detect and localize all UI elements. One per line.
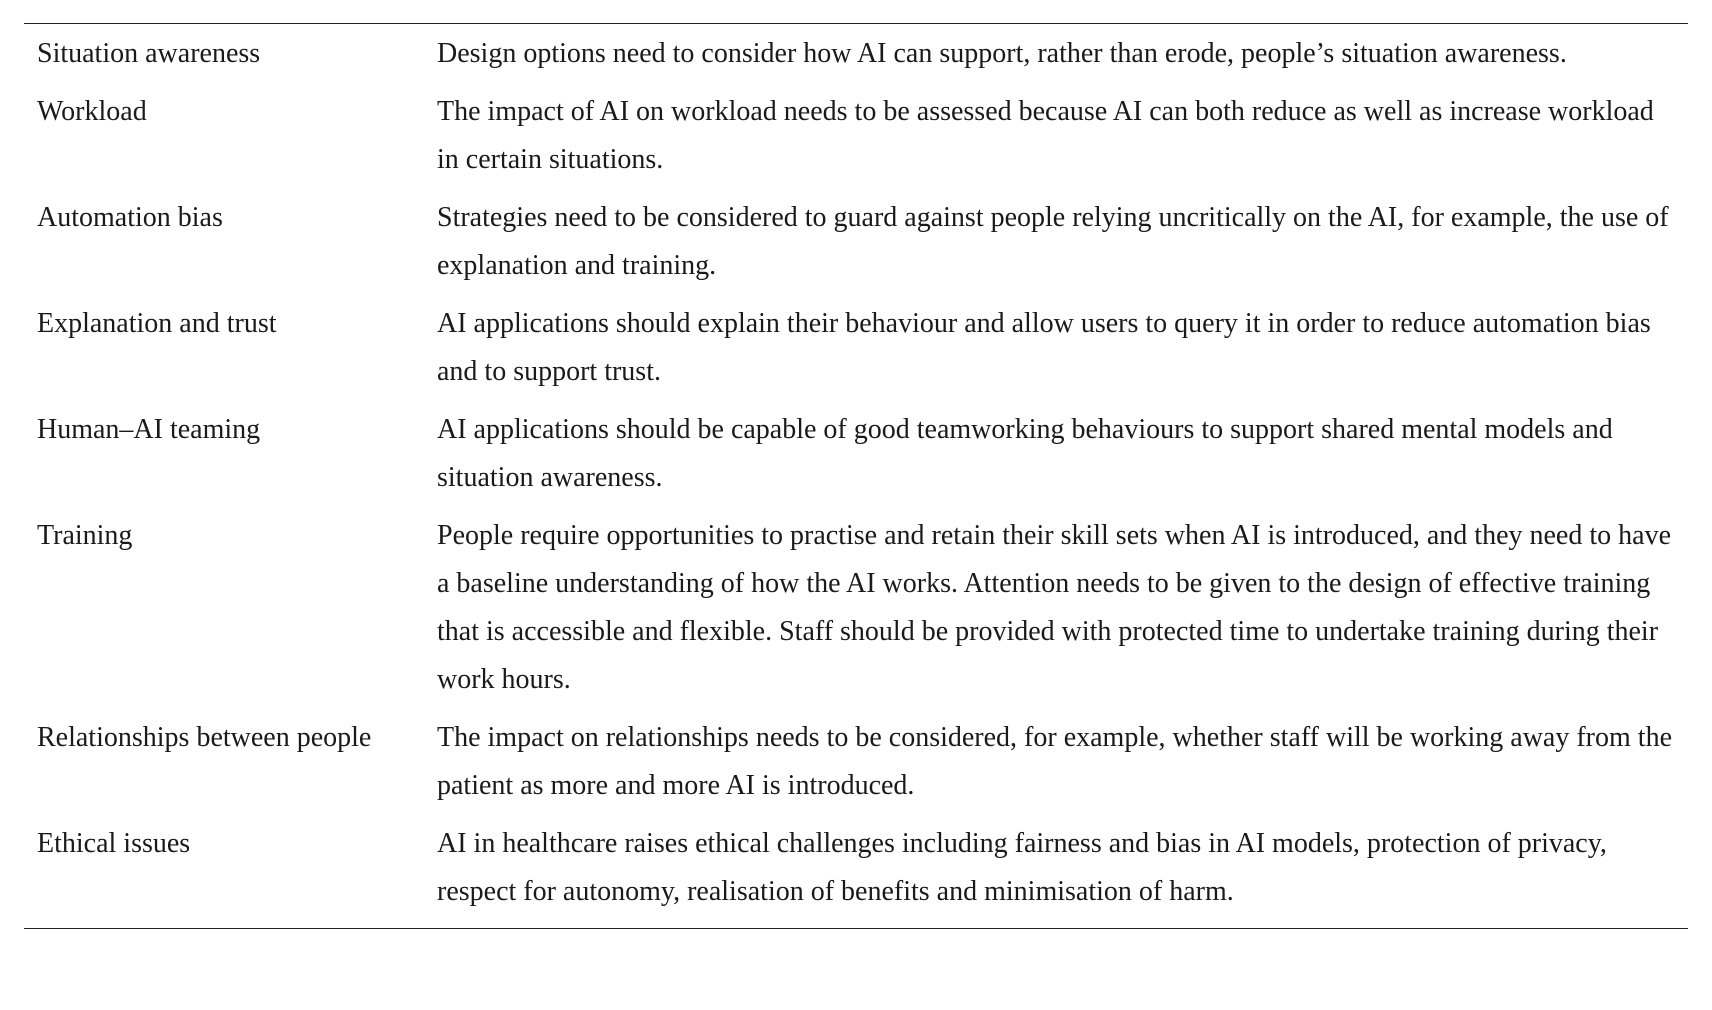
table-row [24, 24, 1688, 88]
row-description: AI applications should be capable of good teamworking behaviours to support shared mental models and situation awareness. [437, 414, 1613, 493]
principles-table [24, 24, 1688, 928]
row-description: AI in healthcare raises ethical challenges including fairness and bias in AI models, protection of privacy, respect for autonomy, realisation of benefits and minimisation of harm. [437, 828, 1607, 907]
row-description: People require opportunities to practise and retain their skill sets when AI is introduced, and they need to have a baseline understanding of how the AI works. Attention needs to be given to the design of effective training that is accessible and flexible. Staff should be provided with protected time to undertake training during their work hours. [437, 520, 1671, 695]
table-row [24, 820, 1688, 928]
row-description: The impact of AI on workload needs to be assessed because AI can both reduce as well as increase workload in certain situations. [437, 96, 1654, 175]
row-description: AI applications should explain their behaviour and allow users to query it in order to reduce automation bias and to support trust. [437, 308, 1651, 387]
row-term: Workload [37, 96, 147, 127]
row-term: Human–AI teaming [37, 414, 261, 445]
row-term: Automation bias [37, 202, 223, 233]
table-row [24, 512, 1688, 714]
row-description: Design options need to consider how AI can support, rather than erode, people’s situation awareness. [437, 38, 1567, 69]
row-description: The impact on relationships needs to be considered, for example, whether staff will be working away from the patient as more and more AI is introduced. [437, 722, 1672, 801]
principles-table-container [24, 23, 1688, 929]
table-row [24, 88, 1688, 194]
table-bottom-rule [24, 928, 1688, 929]
table-row [24, 406, 1688, 512]
row-description: Strategies need to be considered to guard against people relying uncritically on the AI, for example, the use of explanation and training. [437, 202, 1669, 281]
row-term: Ethical issues [37, 828, 191, 859]
table-row [24, 300, 1688, 406]
row-term: Relationships between people [37, 722, 372, 753]
row-term: Training [37, 520, 133, 551]
table-row [24, 714, 1688, 820]
row-term: Explanation and trust [37, 308, 277, 339]
row-term: Situation awareness [37, 38, 261, 69]
table-row [24, 194, 1688, 300]
